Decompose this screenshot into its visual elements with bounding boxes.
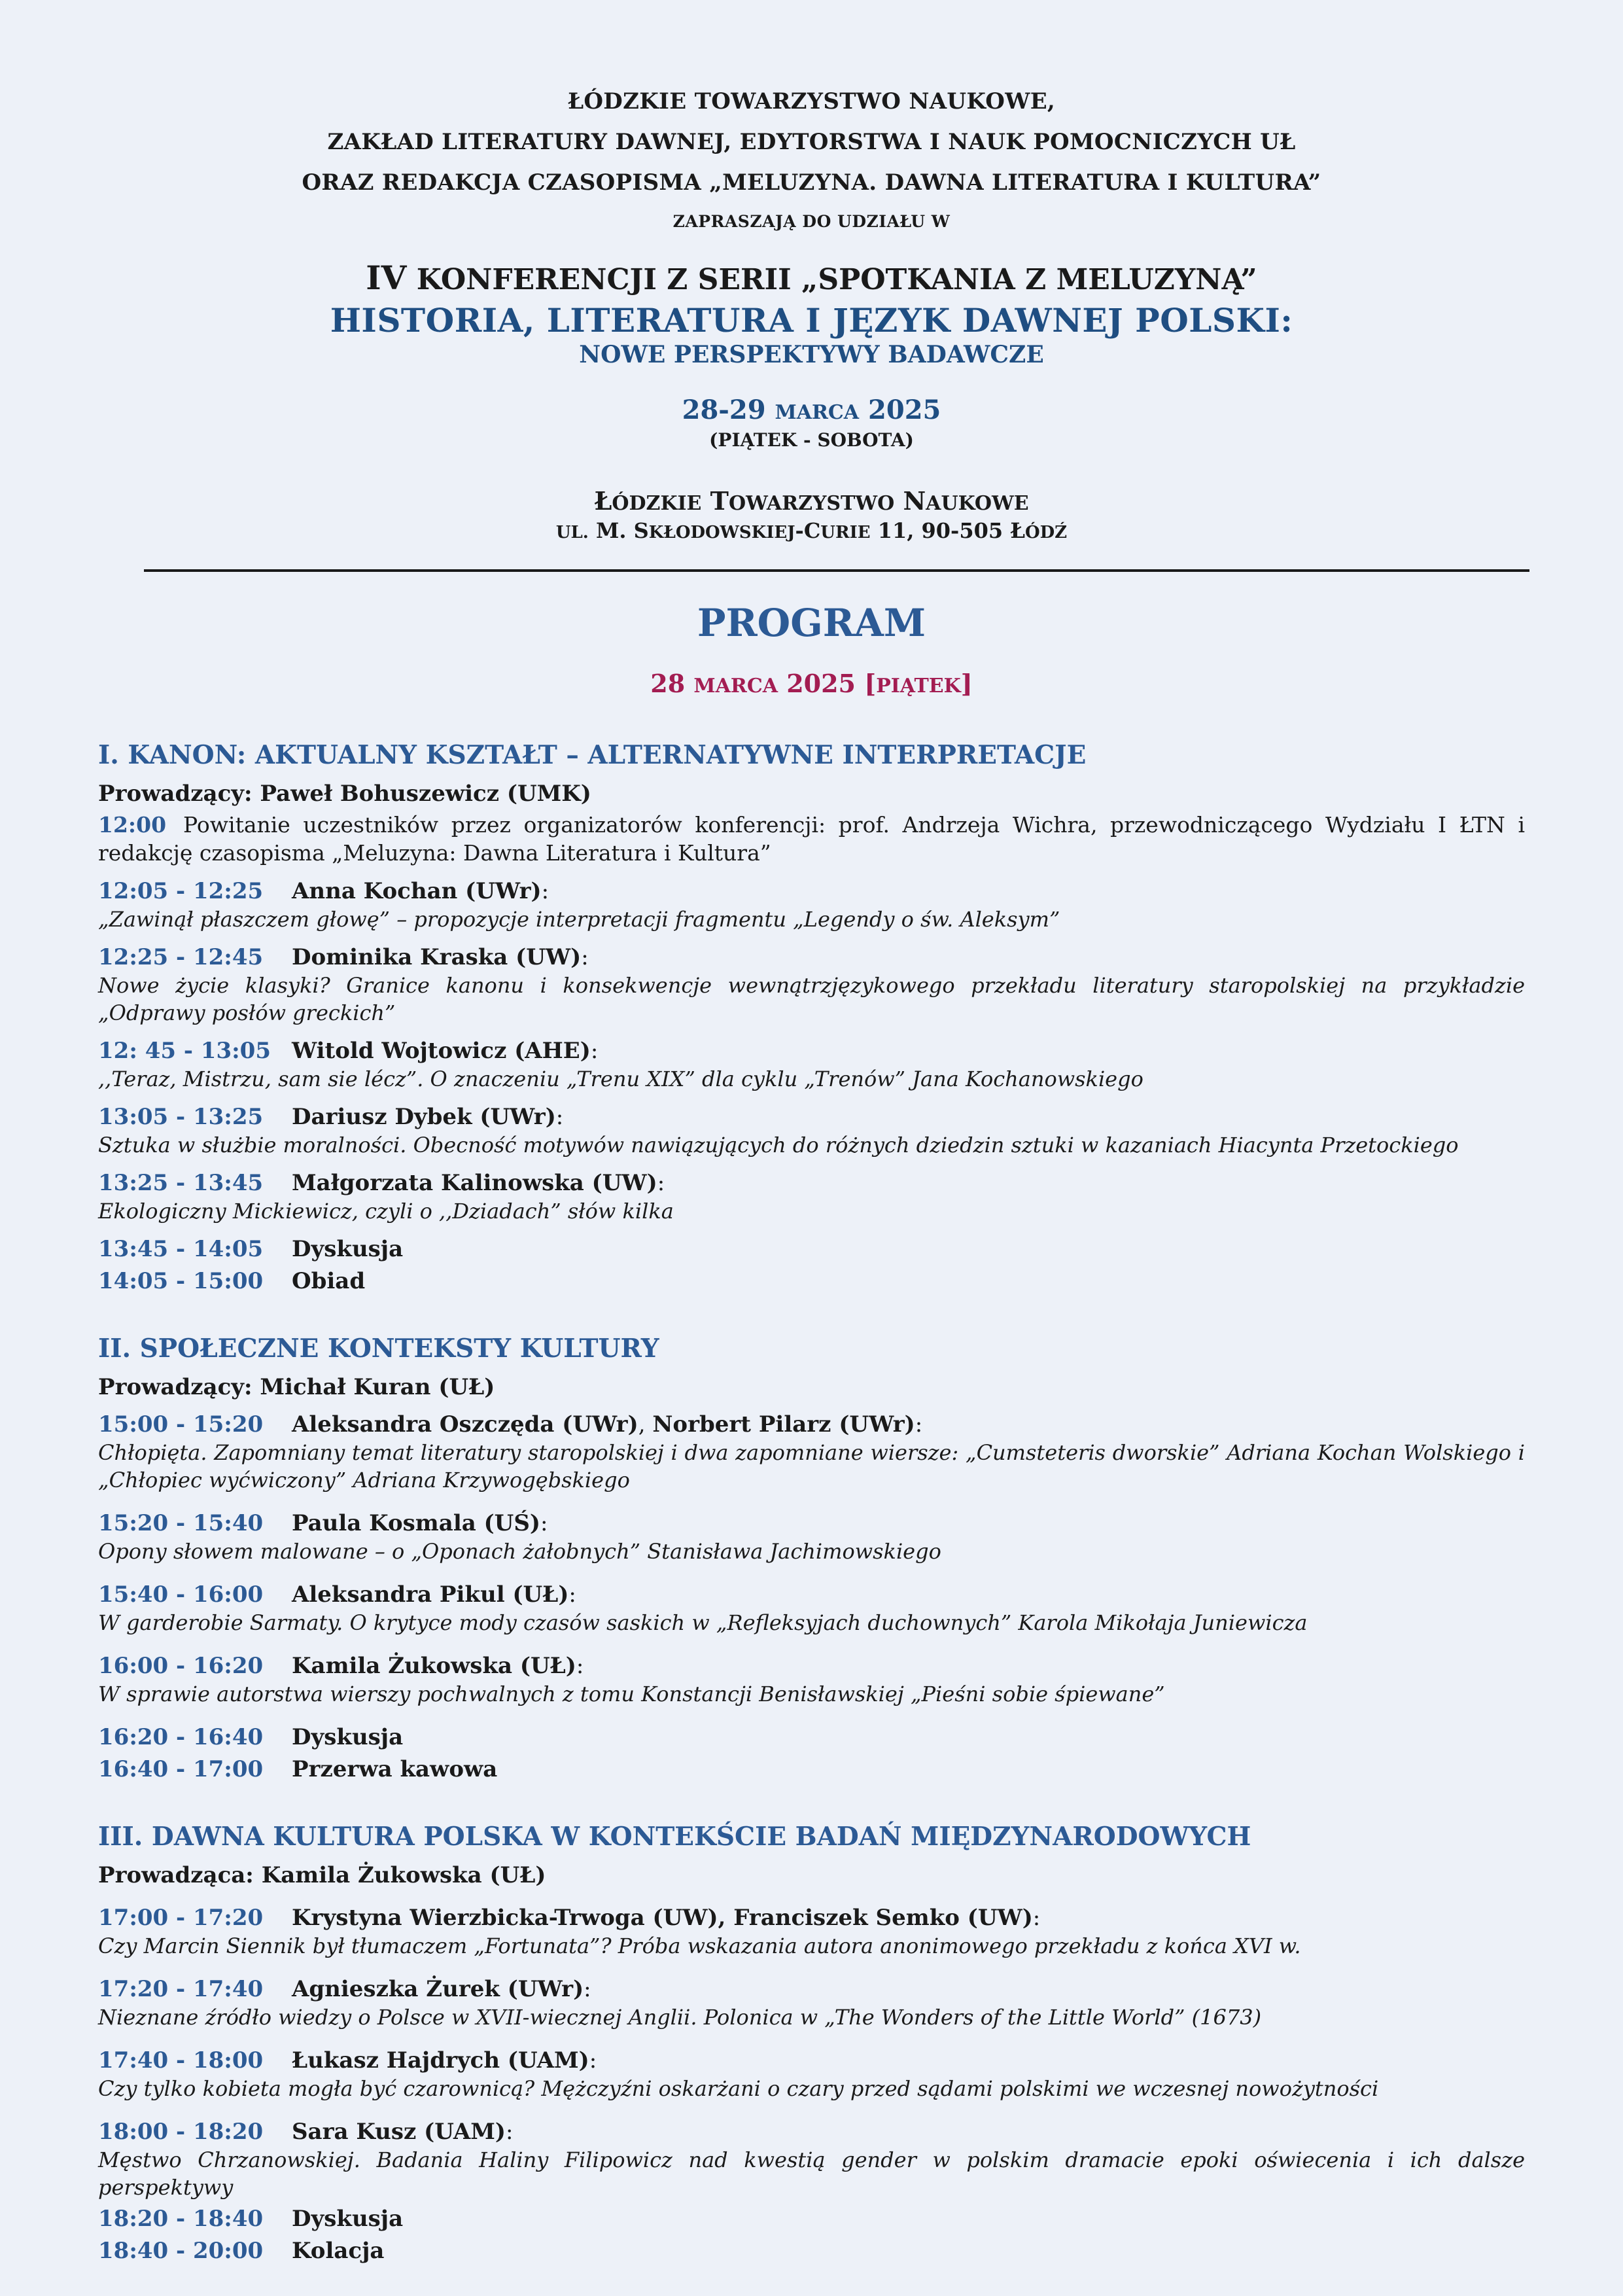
entry-punct: : [541, 878, 550, 904]
conference-number: IV [366, 258, 407, 297]
entry-punct: : [915, 1411, 923, 1438]
program-entry [98, 1975, 1525, 2031]
program-entry [98, 2118, 1525, 2201]
session-chair: Prowadzący: Paweł Bohuszewicz (UMK) [98, 781, 591, 807]
session-chair: Prowadzący: Michał Kuran (UŁ) [98, 1374, 495, 1400]
entry-title: Chłopięta. Zapomniany temat literatury staropolskiej i dwa zapomniane wiersze: „Cumsteteris dworskie” Adriana Kochan Wolskiego i „Chłopiec wyćwiczony” Adriana Krzywogębskiego [98, 1440, 1525, 1492]
day-heading [98, 669, 1525, 698]
entry-punct: : [589, 2047, 597, 2074]
entry-speaker: Przerwa kawowa [292, 1756, 498, 1782]
address-part: -C [795, 518, 821, 543]
entry-time: 15:20 - 15:40 [98, 1510, 264, 1536]
entry-time: 17:00 - 17:20 [98, 1905, 264, 1931]
opening-entry [98, 811, 1525, 867]
entry-title: W garderobie Sarmaty. O krytyce mody czasów saskich w „Refleksyjach duchownych” Karola Mikołaja Juniewicza [98, 1610, 1308, 1635]
program-entry [98, 944, 1525, 1027]
entry-punct: : [584, 1976, 591, 2002]
entry-time: 18:40 - 20:00 [98, 2238, 264, 2264]
entry-punct: : [581, 944, 589, 970]
program-entry [98, 1510, 1525, 1565]
entry-title: Opony słowem malowane – o „Oponach żałobnych” Stanisława Jachimowskiego [98, 1539, 941, 1564]
venue-part: T [710, 486, 729, 516]
entry-time: 16:00 - 16:20 [98, 1653, 264, 1679]
entry-time: 18:20 - 18:40 [98, 2206, 264, 2232]
entry-time: 17:40 - 18:00 [98, 2047, 264, 2074]
entry-title: Czy tylko kobieta mogła być czarownicą? Mężczyźni oskarżani o czary przed sądami polskimi we wczesnej nowożytności [98, 2076, 1379, 2101]
program-entry [98, 1723, 1525, 1752]
day-part: MARCA [693, 675, 778, 698]
divider [144, 569, 1529, 572]
entry-time: 16:40 - 17:00 [98, 1756, 264, 1782]
section-title: III. DAWNA KULTURA POLSKA W KONTEKŚCIE BADAŃ MIĘDZYNARODOWYCH [98, 1822, 1251, 1852]
address-part: KŁODOWSKIEJ [648, 523, 795, 542]
venue-part: AUKOWE [926, 492, 1029, 515]
program-entry [98, 1037, 1525, 1093]
conference-subtheme: NOWE PERSPEKTYWY BADAWCZE [579, 341, 1044, 368]
venue [98, 486, 1525, 516]
dates-month: MARCA [775, 401, 860, 424]
entry-punct: : [555, 1104, 564, 1130]
program-entry [98, 1267, 1525, 1296]
program-entry [98, 1235, 1525, 1263]
entry-speaker: Aleksandra Oszczęda (UWr) [292, 1411, 638, 1438]
entry-punct: : [1032, 1905, 1041, 1931]
entry-speaker: Dyskusja [292, 2206, 404, 2232]
entry-speaker: Obiad [292, 1268, 366, 1294]
conference-theme: HISTORIA, LITERATURA I JĘZYK DAWNEJ POLSKI: [330, 301, 1293, 340]
entry-punct: : [590, 1038, 599, 1064]
program-entry [98, 1103, 1525, 1159]
entry-title: Męstwo Chrzanowskiej. Badania Haliny Filipowicz nad kwestią gender w polskim dramacie epoki oświecenia i ich dalsze perspektywy [98, 2147, 1525, 2200]
program-entry [98, 2205, 1525, 2233]
program-entry [98, 2237, 1525, 2265]
entry-speaker: Anna Kochan (UWr) [292, 878, 542, 904]
section-title: II. SPOŁECZNE KONTEKSTY KULTURY [98, 1333, 659, 1364]
org-line-1: ŁÓDZKIE TOWARZYSTWO NAUKOWE, [567, 88, 1056, 115]
session-chair: Prowadząca: Kamila Żukowska (UŁ) [98, 1862, 546, 1888]
day-part: PIĄTEK [876, 675, 961, 698]
entry-speaker: Norbert Pilarz (UWr) [652, 1411, 915, 1438]
header [98, 0, 1525, 543]
dates-year: 2025 [868, 395, 941, 425]
entry-punct: , [638, 1411, 653, 1438]
entry-time: 16:20 - 16:40 [98, 1724, 264, 1750]
address-part: UL. [555, 523, 589, 542]
day-part: 2025 [786, 669, 856, 698]
entry-title: Czy Marcin Siennik był tłumaczem „Fortunata”? Próba wskazania autora anonimowego przekładu z końca XVI w. [98, 1934, 1301, 1958]
entry-speaker: Sara Kusz (UAM) [292, 2119, 506, 2145]
entry-punct: : [576, 1653, 584, 1679]
opening-text: Powitanie uczestników przez organizatorów konferencji: prof. Andrzeja Wichra, przewodniczącego Wydziału I ŁTN i redakcję czasopisma „Meluzyna: Dawna Literatura i Kultura” [98, 812, 1525, 866]
venue-part: OWARZYSTWO [728, 492, 895, 515]
entry-punct: : [505, 2119, 514, 2145]
org-line-3: ORAZ REDAKCJA CZASOPISMA „MELUZYNA. DAWNA LITERATURA I KULTURA” [302, 169, 1321, 196]
entry-time: 12:05 - 12:25 [98, 878, 264, 904]
entry-time: 15:40 - 16:00 [98, 1581, 264, 1608]
entry-title: Sztuka w służbie moralności. Obecność motywów nawiązujących do różnych dziedzin sztuki w kazaniach Hiacynta Przetockiego [98, 1133, 1459, 1157]
org-line-2: ZAKŁAD LITERATURY DAWNEJ, EDYTORSTWA I NAUK POMOCNICZYCH UŁ [327, 129, 1296, 155]
entry-title: ,,Teraz, Mistrzu, sam sie lécz”. O znaczeniu „Trenu XIX” dla cyklu „Trenów” Jana Kochanowskiego [98, 1067, 1143, 1091]
conference-weekdays: (PIĄTEK - SOBOTA) [709, 429, 914, 451]
entry-title: „Zawinął płaszczem głowę” – propozycje interpretacji fragmentu „Legendy o św. Aleksym” [98, 907, 1060, 932]
entry-speaker: Kamila Żukowska (UŁ) [292, 1653, 576, 1679]
entry-speaker: Agnieszka Żurek (UWr) [292, 1976, 584, 2002]
section-3 [98, 1822, 1525, 2265]
entry-speaker: Łukasz Hajdrych (UAM) [292, 2047, 589, 2074]
entry-time: 13:25 - 13:45 [98, 1170, 264, 1196]
entry-time: 13:45 - 14:05 [98, 1236, 264, 1262]
entry-speaker: Dariusz Dybek (UWr) [292, 1104, 556, 1130]
program-entry [98, 1756, 1525, 1784]
entry-time: 18:00 - 18:20 [98, 2119, 264, 2145]
entry-title: Ekologiczny Mickiewicz, czyli o ,,Dziadach” słów kilka [98, 1199, 674, 1224]
invite-line: ZAPRASZAJĄ DO UDZIAŁU W [672, 212, 951, 231]
day-part: ] [960, 669, 973, 698]
entry-punct: : [540, 1510, 548, 1536]
entry-speaker: Aleksandra Pikul (UŁ) [292, 1581, 569, 1608]
entry-time: 13:05 - 13:25 [98, 1104, 264, 1130]
entry-time: 17:20 - 17:40 [98, 1976, 264, 2002]
address-part: URIE [820, 523, 871, 542]
entry-time: 14:05 - 15:00 [98, 1268, 264, 1294]
conference-dates [98, 395, 1525, 425]
entry-title: Nieznane źródło wiedzy o Polsce w XVII-wiecznej Anglii. Polonica w „The Wonders of the Little World” (1673) [98, 2005, 1262, 2030]
address-part: M. S [595, 518, 649, 543]
entry-speaker: Dyskusja [292, 1236, 404, 1262]
entry-speaker: Paula Kosmala (UŚ) [292, 1510, 540, 1536]
venue-address [98, 518, 1525, 543]
conference-title [98, 258, 1525, 297]
entry-title: Nowe życie klasyki? Granice kanonu i konsekwencje wewnątrzjęzykowego przekładu literatury staropolskiej na przykładzie „Odprawy posłów greckich” [98, 973, 1525, 1025]
entry-time: 12:25 - 12:45 [98, 944, 264, 970]
entry-time: 15:00 - 15:20 [98, 1411, 264, 1438]
section-title: I. KANON: AKTUALNY KSZTAŁT – ALTERNATYWNE INTERPRETACJE [98, 740, 1087, 770]
venue-part: ÓDZKIE [612, 492, 702, 515]
conference-series: KONFERENCJI Z SERII „SPOTKANIA Z MELUZYNĄ” [416, 263, 1257, 296]
section-2 [98, 1333, 1525, 1784]
entry-punct: : [657, 1170, 665, 1196]
program-entry [98, 1652, 1525, 1708]
entry-speaker: Kolacja [292, 2238, 385, 2264]
program-entry [98, 1411, 1525, 1494]
entry-speaker: Małgorzata Kalinowska (UW) [292, 1170, 657, 1196]
address-part: 11, 90-505 Ł [877, 518, 1025, 543]
entry-speaker: Dyskusja [292, 1724, 404, 1750]
day-part: 28 [650, 669, 686, 698]
program-entry [98, 1904, 1525, 1960]
entry-speaker: Krystyna Wierzbicka-Trwoga (UW), Franciszek Semko (UW) [292, 1905, 1033, 1931]
program-heading: PROGRAM [697, 601, 926, 645]
venue-part: Ł [594, 486, 612, 516]
entry-speaker: Witold Wojtowicz (AHE) [292, 1038, 591, 1064]
section-1 [98, 740, 1525, 1296]
program-entry [98, 1581, 1525, 1636]
entry-time: 12:00 [98, 812, 167, 838]
program-entry [98, 1169, 1525, 1225]
address-part: ÓDŹ [1024, 523, 1068, 542]
day-part: [ [864, 669, 877, 698]
entry-title: W sprawie autorstwa wierszy pochwalnych z tomu Konstancji Benisławskiej „Pieśni sobie śpiewane” [98, 1682, 1165, 1706]
venue-part: N [903, 486, 926, 516]
program-entry [98, 2047, 1525, 2102]
program-entry [98, 877, 1525, 933]
entry-punct: : [568, 1581, 576, 1608]
dates-days: 28-29 [682, 395, 766, 425]
entry-speaker: Dominika Kraska (UW) [292, 944, 582, 970]
entry-time: 12: 45 - 13:05 [98, 1038, 271, 1064]
